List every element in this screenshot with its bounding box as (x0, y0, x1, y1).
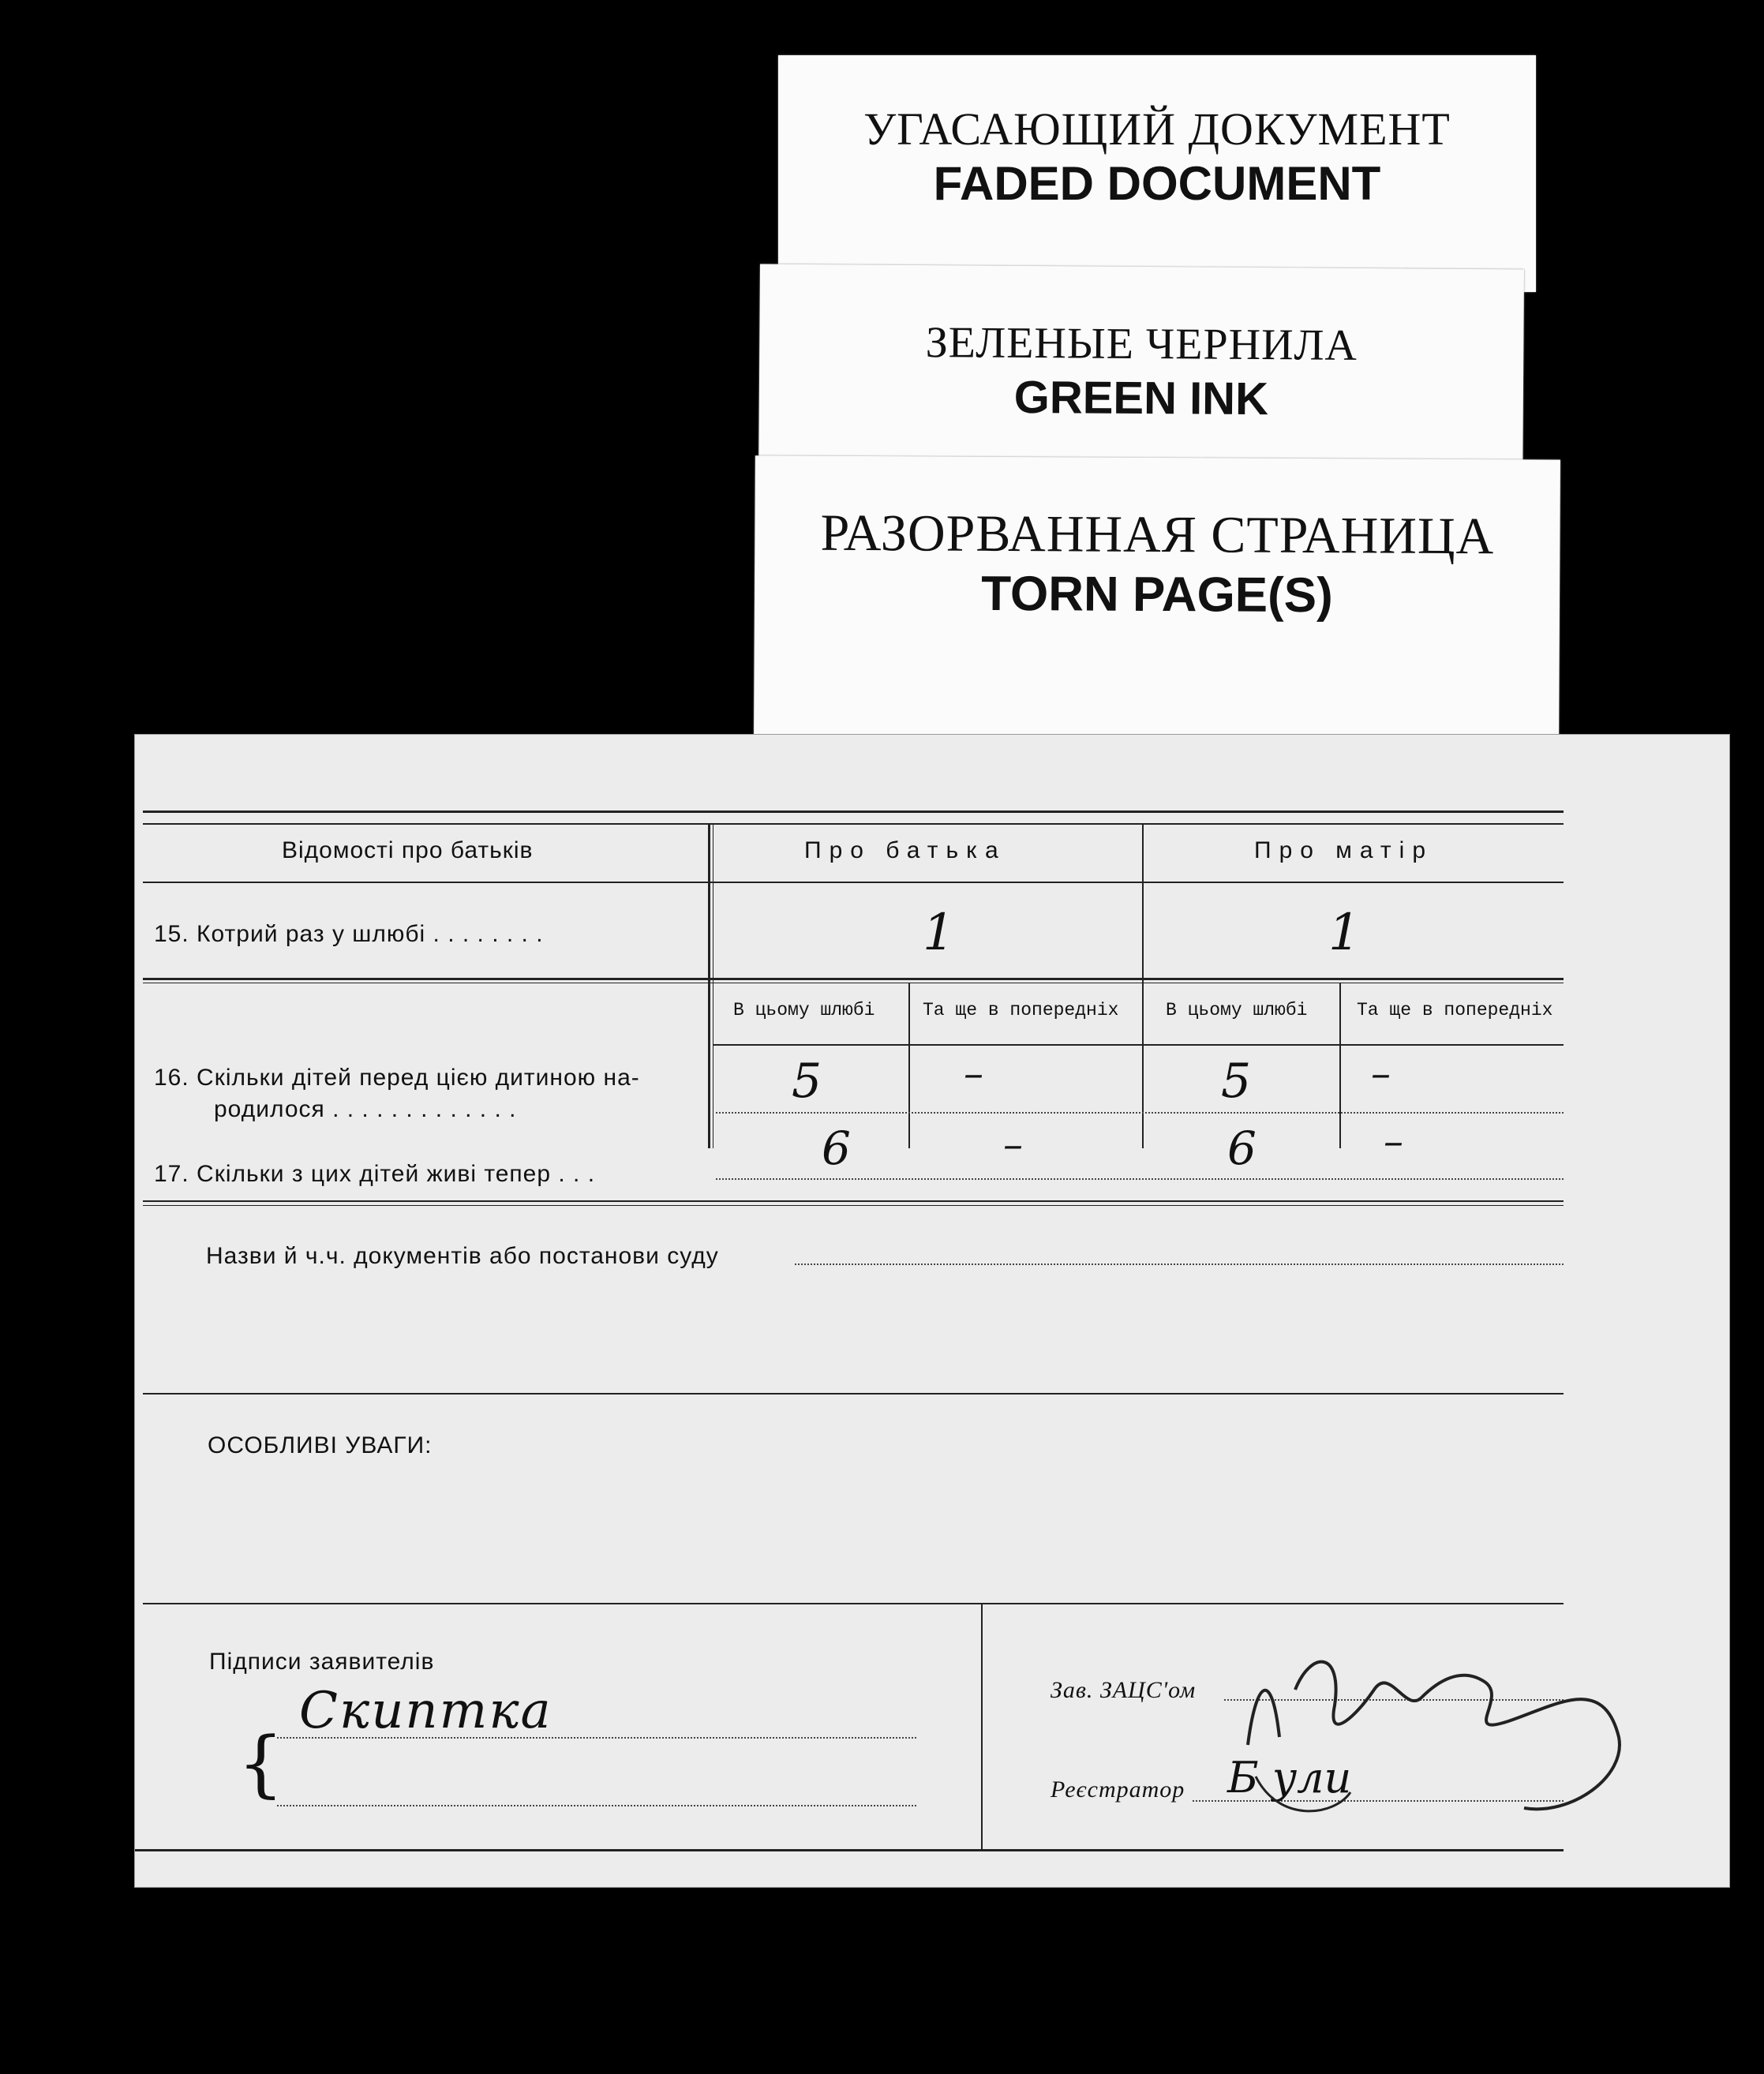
head-label: Зав. ЗАЦС'ом (1051, 1677, 1197, 1703)
row-15-father-value: 1 (923, 904, 955, 962)
row-17-father-current: 6 (822, 1121, 851, 1175)
green-label-en: GREEN INK (1013, 371, 1269, 425)
green-label-ru: ЗЕЛЕНЫЕ ЧЕРНИЛА (925, 318, 1358, 370)
special-notes-label: ОСОБЛИВІ УВАГИ: (208, 1432, 433, 1458)
row-15-mother-value: 1 (1328, 904, 1361, 962)
torn-label-ru: РАЗОРВАННАЯ СТРАНИЦА (820, 504, 1495, 566)
documents-label: Назви й ч.ч. документів або постанови суду (206, 1243, 719, 1269)
row-16-father-current: 5 (792, 1054, 822, 1109)
subheader-mother-current: В цьому шлюбі (1166, 1000, 1308, 1020)
faded-label-ru: УГАСАЮЩИЙ ДОКУМЕНТ (863, 103, 1451, 155)
row-17-mother-previous: – (1384, 1118, 1403, 1164)
head-signature (1224, 1619, 1635, 1840)
row-16-father-previous: – (964, 1050, 983, 1096)
faded-label-en: FADED DOCUMENT (933, 157, 1381, 210)
subheader-mother-previous: Та ще в попередніх (1357, 1000, 1553, 1020)
header-mother: Про матір (1254, 837, 1434, 863)
torn-label-en: TORN PAGE(S) (981, 566, 1333, 623)
row-17-mother-current: 6 (1227, 1121, 1257, 1175)
row-15-label: 15. Котрий раз у шлюбі . . . . . . . . (154, 921, 544, 947)
brace-icon: { (238, 1721, 285, 1806)
row-16-mother-current: 5 (1221, 1054, 1252, 1109)
applicant-signature: Скиптка (299, 1682, 552, 1740)
row-17-label: 17. Скільки з цих дітей живі тепер . . . (154, 1161, 596, 1187)
row-16-mother-previous: – (1371, 1050, 1391, 1096)
registrar-label: Реєстратор (1051, 1776, 1185, 1803)
header-info: Відомості про батьків (282, 837, 534, 863)
birth-record-form (134, 734, 1730, 1888)
torn-page-label (754, 455, 1560, 743)
header-father: Про батька (804, 837, 1006, 863)
faded-document-label (778, 55, 1536, 292)
row-16-label-line1: 16. Скільки дітей перед цією дитиною на- (154, 1065, 640, 1091)
subheader-father-current: В цьому шлюбі (733, 1000, 875, 1020)
registrar-signature: Б ули (1227, 1753, 1352, 1803)
row-17-father-previous: – (1003, 1121, 1023, 1167)
row-16-label-line2: родилося . . . . . . . . . . . . . (214, 1096, 517, 1122)
subheader-father-previous: Та ще в попередніх (923, 1000, 1119, 1020)
signatures-label: Підписи заявителів (209, 1649, 435, 1675)
